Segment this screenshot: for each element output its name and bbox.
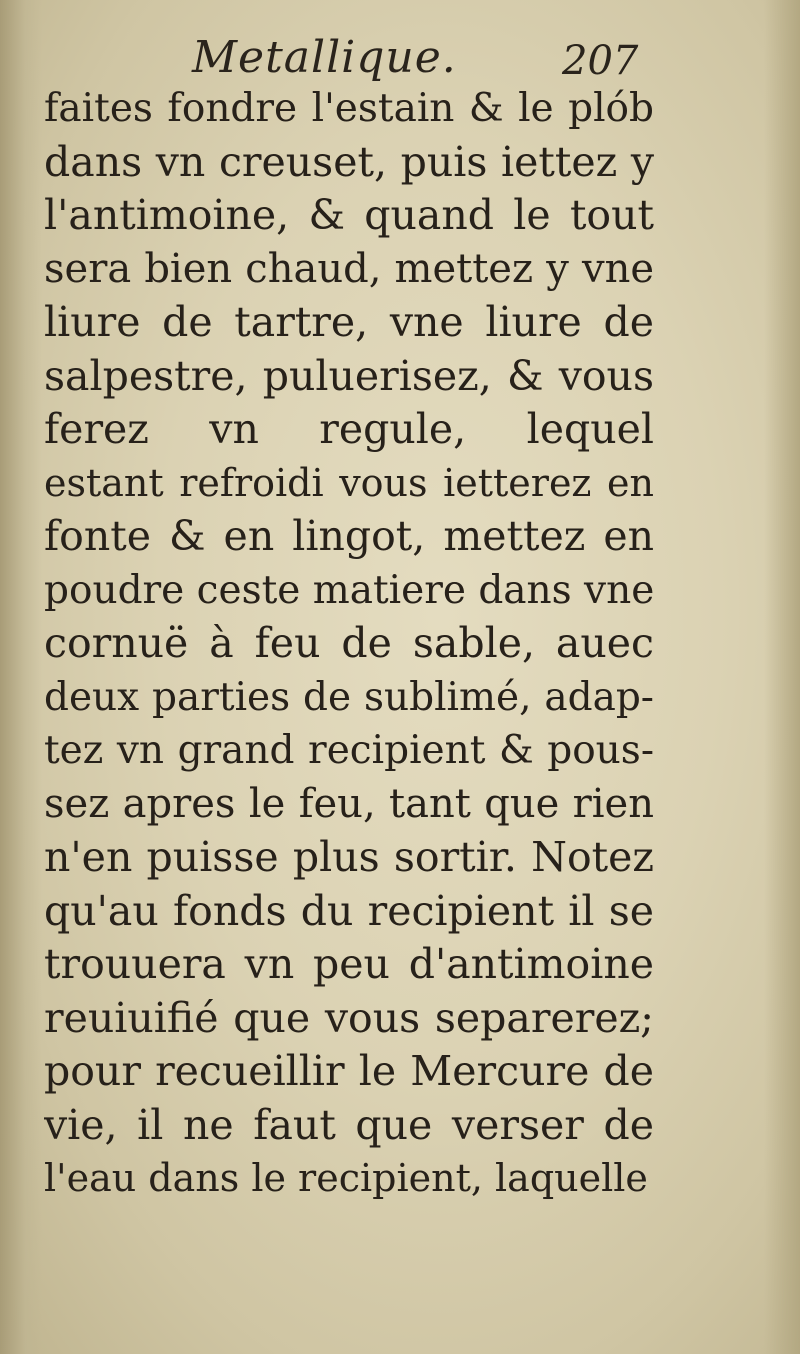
text-line: deux parties de sublimé, adap- (44, 674, 654, 720)
body-text (44, 82, 654, 1206)
text-line: pour recueillir le Mercure de (44, 1047, 654, 1095)
text-line: l'eau dans le recipient, laquelle (44, 1156, 648, 1200)
text-line: salpestre, puluerisez, & vous (44, 351, 654, 400)
page-number: 207 (562, 38, 639, 84)
text-line: tez vn grand recipient & pous- (44, 728, 654, 773)
text-line: trouuera vn peu d'antimoine (44, 940, 654, 988)
text-line: fonte & en lingot, mettez en (44, 512, 654, 560)
text-line: estant refroidi vous ietterez en (44, 460, 654, 505)
text-line: faites fondre l'estain & le plób (44, 86, 654, 131)
text-line: poudre ceste matiere dans vne (44, 567, 654, 613)
running-head: Metallique. (192, 32, 457, 83)
text-line: liure de tartre, vne liure de (44, 298, 654, 346)
text-line: reuiuifié que vous separerez; (44, 993, 654, 1042)
text-line: ferez vn regule, lequel (44, 405, 654, 453)
text-line: cornuë à feu de sable, auec (44, 619, 654, 667)
text-line: qu'au fonds du recipient il se (44, 886, 654, 935)
text-line: l'antimoine, & quand le tout (44, 191, 654, 239)
text-line: sera bien chaud, mettez y vne (44, 245, 654, 292)
text-line: n'en puisse plus sortir. Notez (44, 833, 654, 881)
text-line: sez apres le feu, tant que rien (44, 780, 654, 827)
text-line: vie, il ne faut que verser de (44, 1100, 654, 1149)
text-line: dans vn creuset, puis iettez y (44, 137, 654, 186)
